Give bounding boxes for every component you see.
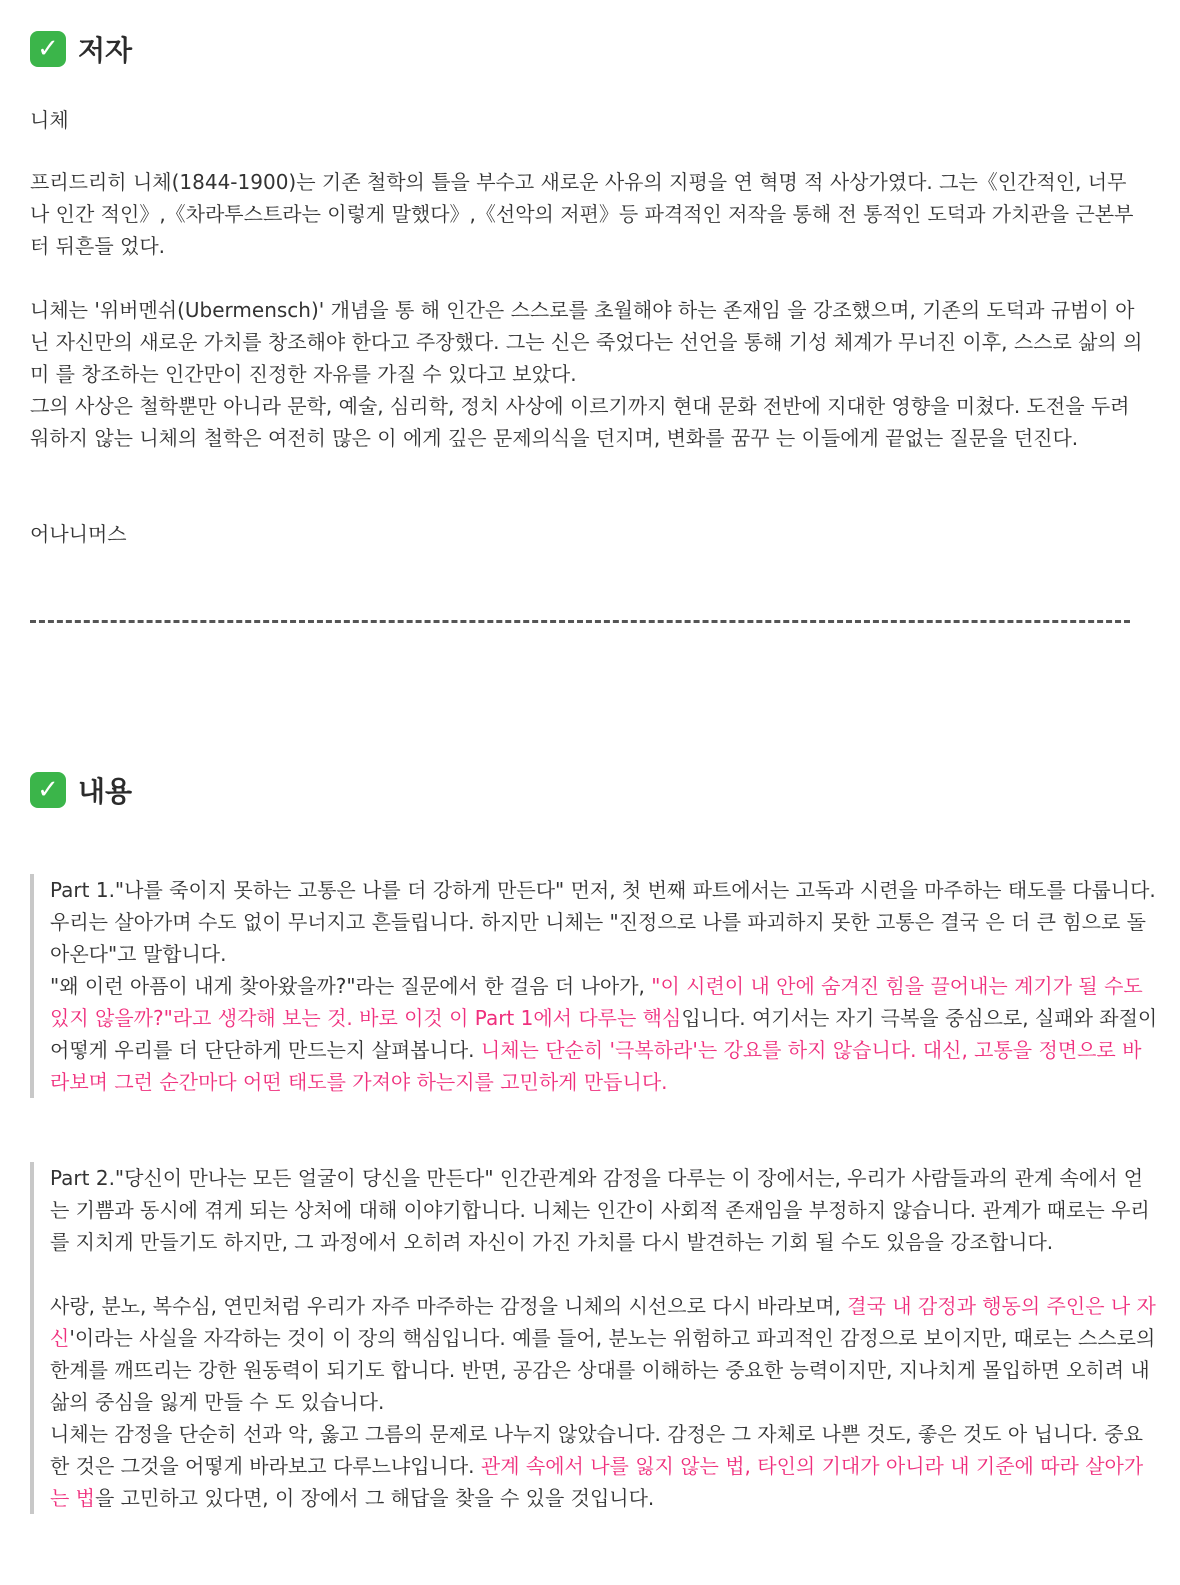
part1-highlight-1: "이 시련이 내 안에 숨겨진 힘을 끌어내는 계기가 될 수도 있지 않을까?"라고 생각해 보는 것. 바로 이것 이 Part 1에서 다루는 핵심: [50, 974, 1143, 1030]
part2-highlight-2: 관계 속에서 나를 잃지 않는 법, 타인의 기대가 아니라 내 기준에 따라 살아가는 법: [50, 1454, 1144, 1510]
translator-name: 어나니머스: [30, 522, 127, 546]
part1-text-a: "왜 이런 아픔이 내게 찾아왔을까?"라는 질문에서 한 걸음 더 나아가,: [50, 974, 652, 998]
author-bio-2: 니체는 '위버멘쉬(Ubermensch)' 개념을 통 해 인간은 스스로를 초월해야 하는 존재임 을 강조했으며, 기존의 도덕과 규범이 아닌 자신만의 새로운 가치를 창조해야 한다고 주장했다. 그는 신은 죽었다는 선언을 통해 기성 체계가 무너진 이후, 스스로 삶의 의미 를 창조하는 인간만이 진정한 자유를 가질 수 있다고 보았다.: [30, 298, 1143, 386]
part2-highlight-1: 결국 내 감정과 행동의 주인은 나 자신: [50, 1294, 1156, 1350]
section-divider: [30, 620, 1130, 623]
author-bio-1: 프리드리히 니체(1844-1900)는 기존 철학의 틀을 부수고 새로운 사유의 지평을 연 혁명 적 사상가였다. 그는《인간적인, 너무나 인간 적인》,《차라투스트라는 이렇게 말했다》,《선악의 저편》등 파격적인 저작을 통해 전 통적인 도덕과 가치관을 근본부터 뒤흔들 었다.: [30, 170, 1134, 258]
part1-highlight-2: 니체는 단순히 '극복하라'는 강요를 하지 않습니다. 대신, 고통을 정면으로 바라보며 그런 순간마다 어떤 태도를 가져야 하는지를 고민하게 만듭니다.: [50, 1038, 1142, 1094]
part2-text-a: 사랑, 분노, 복수심, 연민처럼 우리가 자주 마주하는 감정을 니체의 시선으로 다시 바라보며,: [50, 1294, 848, 1318]
part1-quote: [30, 874, 1160, 1098]
author-name: 니체: [30, 108, 69, 132]
content-heading-text: 내용: [78, 775, 133, 808]
paragraph-spacer: [50, 1258, 1160, 1290]
check-mark-icon: ✓: [30, 31, 66, 67]
part1-paragraph-1: Part 1."나를 죽이지 못하는 고통은 나를 더 강하게 만든다" 먼저, 첫 번째 파트에서는 고독과 시련을 마주하는 태도를 다룹니다. 우리는 살아가며 수도 없이 무너지고 흔들립니다. 하지만 니체는 "진정으로 나를 파괴하지 못한 고통은 결국 은 더 큰 힘으로 돌아온다"고 말합니다.: [50, 878, 1156, 966]
part2-text-c: 니체는 감정을 단순히 선과 악, 옳고 그름의 문제로 나누지 않았습니다. 감정은 그 자체로 나쁜 것도, 좋은 것도 아 닙니다. 중요한 것은 그것을 어떻게 바라보고 다루느냐입니다.: [50, 1422, 1143, 1478]
part2-paragraph-2: [50, 1290, 1160, 1418]
author-heading: [30, 25, 132, 73]
part2-quote: [30, 1162, 1160, 1514]
part2-paragraph-1: Part 2."당신이 만나는 모든 얼굴이 당신을 만든다" 인간관계와 감정을 다루는 이 장에서는, 우리가 사람들과의 관계 속에서 얻는 기쁨과 동시에 겪게 되는 상처에 대해 이야기합니다. 니체는 인간이 사회적 존재임을 부정하지 않습니다. 관계가 때로는 우리를 지치게 만들기도 하지만, 그 과정에서 오히려 자신이 가진 가치를 다시 발견하는 기회 될 수도 있음을 강조합니다.: [50, 1166, 1150, 1254]
part2-text-b: '이라는 사실을 자각하는 것이 이 장의 핵심입니다. 예를 들어, 분노는 위험하고 파괴적인 감정으로 보이지만, 때로는 스스로의 한계를 깨뜨리는 강한 원동력이 되기도 합니다. 반면, 공감은 상대를 이해하는 중요한 능력이지만, 지나치게 몰입하면 오히려 내 삶의 중심을 잃게 만들 수 도 있습니다.: [50, 1326, 1156, 1414]
check-mark-icon: ✓: [30, 772, 66, 808]
author-heading-text: 저자: [78, 34, 133, 67]
author-bio-3: 그의 사상은 철학뿐만 아니라 문학, 예술, 심리학, 정치 사상에 이르기까지 현대 문화 전반에 지대한 영향을 미쳤다. 도전을 두려 워하지 않는 니체의 철학은 여전히 많은 이 에게 깊은 문제의식을 던지며, 변화를 꿈꾸 는 이들에게 끝없는 질문을 던진다.: [30, 394, 1130, 450]
content-heading: [30, 766, 132, 814]
part2-paragraph-3: [50, 1418, 1160, 1514]
part1-paragraph-2: [50, 970, 1160, 1098]
part1-text-b: 입니다. 여기서는 자기 극복을 중심으로, 실패와 좌절이 어떻게 우리를 더 단단하게 만드는지 살펴봅니다.: [50, 1006, 1158, 1062]
part2-text-d: 을 고민하고 있다면, 이 장에서 그 해답을 찾을 수 있을 것입니다.: [95, 1486, 655, 1510]
